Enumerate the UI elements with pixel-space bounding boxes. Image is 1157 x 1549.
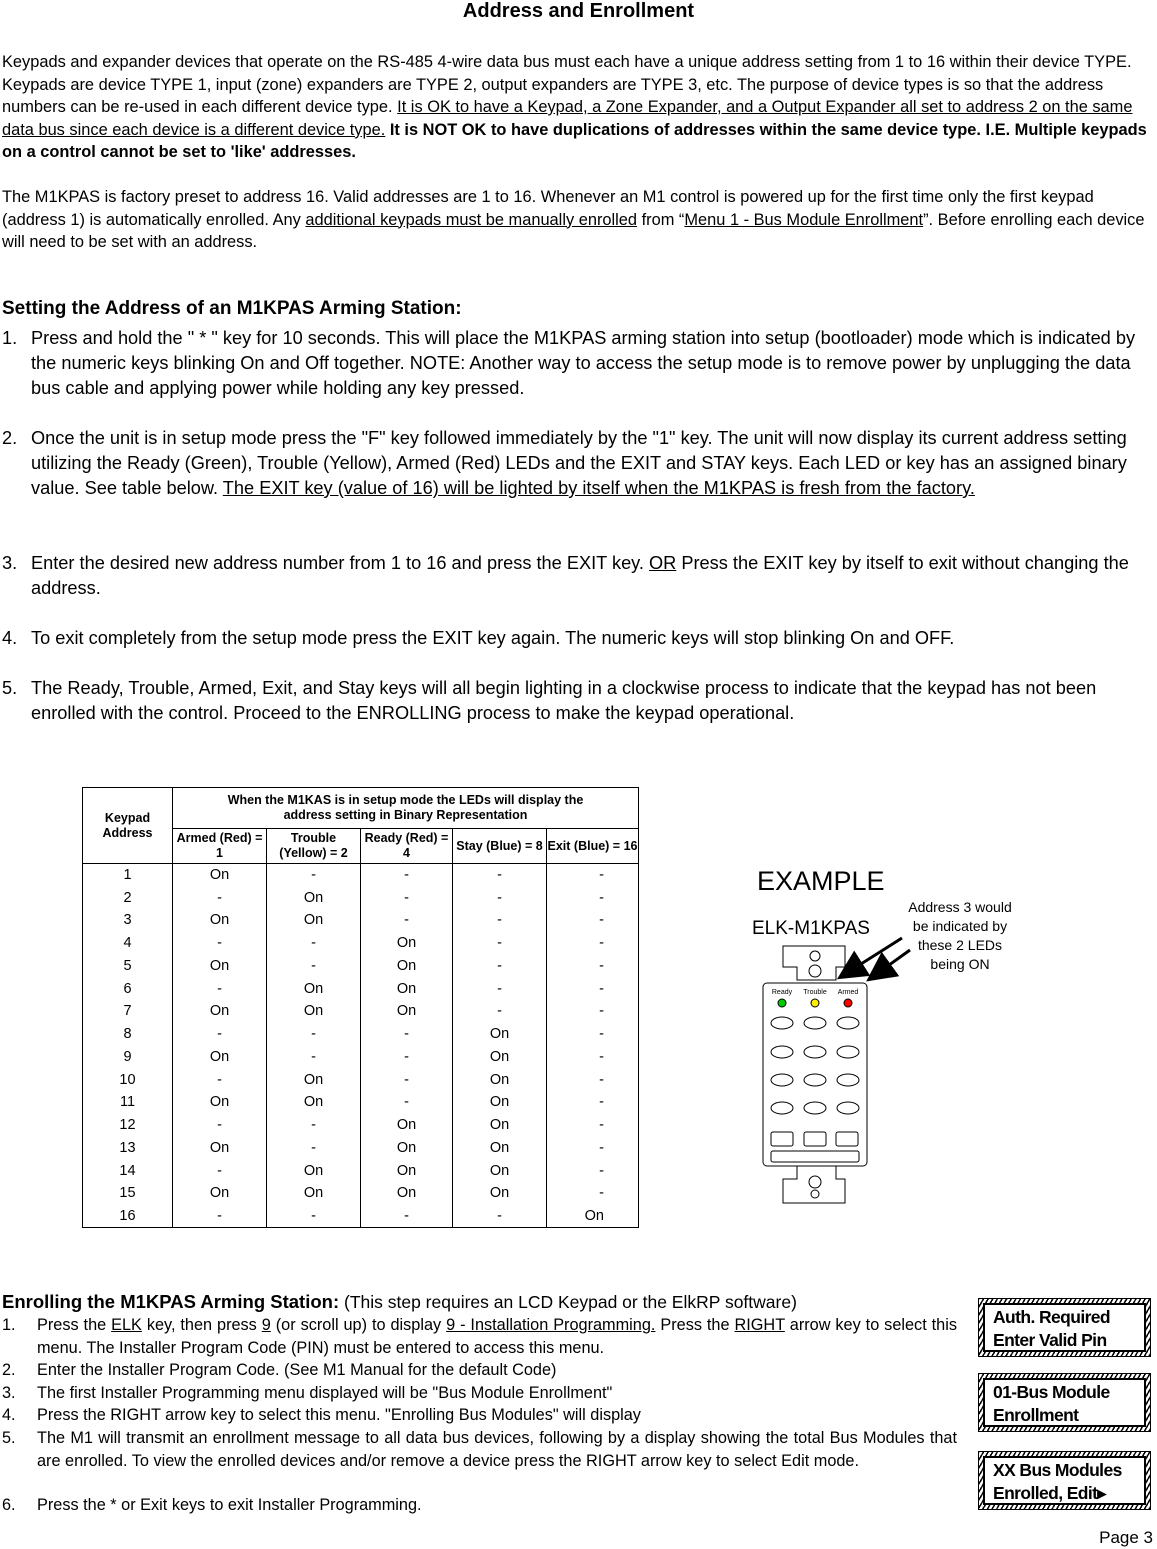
address-cell: 2 [83, 886, 173, 909]
setting-address-heading: Setting the Address of an M1KPAS Arming Station: [2, 298, 462, 319]
table-row [83, 1182, 639, 1205]
led-label-ready: Ready [771, 989, 793, 996]
intro-paragraph [2, 51, 1152, 164]
table-row [83, 932, 639, 955]
enroll-subheading: (This step requires an LCD Keypad or the ElkRP software) [339, 1292, 797, 1312]
step-number: 2. [2, 1361, 16, 1379]
led-state-cell: On [173, 1091, 267, 1114]
led-state-cell: - [173, 886, 267, 909]
led-state-cell: On [267, 1091, 361, 1114]
led-state-cell: - [267, 1137, 361, 1160]
setting-step [2, 426, 1157, 501]
led-state-cell: On [173, 864, 267, 887]
led-state-cell: On [453, 1137, 547, 1160]
step-number: 4. [2, 628, 18, 648]
lcd-screen [978, 1451, 1151, 1510]
led-state-cell: - [173, 977, 267, 1000]
led-state-cell: - [267, 1114, 361, 1137]
led-state-cell: - [547, 864, 639, 887]
step-number: 1. [2, 328, 18, 348]
lcd-line: Enrollment [993, 1405, 1079, 1425]
text-segment: (or scroll up) to display [270, 1316, 447, 1334]
text-segment: The M1KPAS is factory preset to address 16. Valid addresses are 1 to 16. Whenever an M1 control is powered up for the first time only the first keypad (address 1) is automatically enrolled. Any [2, 188, 1094, 229]
led-state-cell: - [173, 1159, 267, 1182]
table-row [83, 1000, 639, 1023]
led-state-cell: On [453, 1114, 547, 1137]
led-state-cell: - [547, 1159, 639, 1182]
led-state-cell: - [267, 864, 361, 887]
led-state-cell: On [173, 1182, 267, 1205]
lcd-line: Enter Valid Pin [993, 1330, 1107, 1350]
table-row [83, 909, 639, 932]
table-row [83, 1068, 639, 1091]
table-row [83, 1114, 639, 1137]
text-segment: Keypads and expander devices that operate on the RS-485 4-wire data bus must each have a unique address setting from 1 to 16 within their device TYPE. Keypads are device TYPE 1, input (zone) expanders are TYPE 2, output expanders are TYPE 3, etc. The purpose of device types is so that the address numbers can be re-used in each different device type. [2, 53, 1132, 116]
led-state-cell: - [267, 932, 361, 955]
led-state-cell: - [453, 886, 547, 909]
table-row [83, 1205, 639, 1228]
text-segment: The EXIT key (value of 16) will be lighted by itself when the M1KPAS is fresh from the factory. [222, 478, 975, 498]
setting-step [2, 676, 1157, 726]
step-number: 6. [2, 1496, 16, 1514]
table-row [83, 955, 639, 978]
address-cell: 9 [83, 1046, 173, 1069]
led-state-cell: On [267, 977, 361, 1000]
led-state-cell: On [547, 1205, 639, 1228]
led-state-cell: - [547, 1023, 639, 1046]
led-label-trouble: Trouble [803, 989, 827, 996]
led-state-cell: On [361, 1137, 453, 1160]
text-segment: ELK [111, 1316, 142, 1334]
step-number: 2. [2, 428, 18, 448]
lcd-screen [978, 1373, 1151, 1432]
step-number: 3. [2, 1384, 16, 1402]
led-state-cell: - [547, 955, 639, 978]
binary-address-table [82, 787, 639, 1228]
table-row [83, 886, 639, 909]
step-number: 4. [2, 1406, 16, 1424]
text-segment: 9 - Installation Programming. [446, 1316, 656, 1334]
led-state-cell: On [173, 1137, 267, 1160]
text-segment: The Ready, Trouble, Armed, Exit, and Stay keys will all begin lighting in a clockwise process to indicate that the keypad has not been enrolled with the control. Proceed to the ENROLLING process to make the keypad operational. [31, 678, 1097, 723]
led-state-cell: - [547, 1046, 639, 1069]
address-cell: 7 [83, 1000, 173, 1023]
text-segment: OR [649, 553, 677, 573]
led-state-cell: On [267, 909, 361, 932]
address-cell: 5 [83, 955, 173, 978]
step-number: 5. [2, 1429, 16, 1447]
address-cell: 11 [83, 1091, 173, 1114]
text-segment: Enter the Installer Program Code. (See M1 Manual for the default Code) [37, 1361, 557, 1379]
led-state-cell: On [453, 1182, 547, 1205]
example-note: Address 3 would be indicated by these 2 LEDs being ON [908, 899, 1012, 972]
led-state-cell: - [547, 1091, 639, 1114]
text-segment: The M1 will transmit an enrollment message to all data bus devices, following by a display showing the total Bus Modules that are enrolled. To view the enrolled devices and/or remove a device press the RIGHT arrow key to select Edit mode. [37, 1429, 957, 1470]
text-segment: from “ [637, 210, 685, 229]
led-state-cell: On [361, 977, 453, 1000]
address-cell: 10 [83, 1068, 173, 1091]
lcd-line: XX Bus Modules [993, 1460, 1122, 1480]
led-state-cell: - [361, 1023, 453, 1046]
led-state-cell: On [453, 1023, 547, 1046]
factory-preset-paragraph [2, 186, 1152, 254]
led-state-cell: - [453, 1205, 547, 1228]
text-segment: Press the [37, 1316, 112, 1334]
address-cell: 8 [83, 1023, 173, 1046]
enroll-step [2, 1359, 957, 1382]
led-state-cell: - [547, 932, 639, 955]
enroll-step [2, 1382, 957, 1405]
enroll-step [2, 1427, 957, 1472]
lcd-line: Auth. Required [993, 1307, 1111, 1327]
lcd-screen [978, 1298, 1151, 1357]
led-state-cell: On [267, 1159, 361, 1182]
led-state-cell: - [267, 1046, 361, 1069]
text-segment: ”. Before enrolling each device will need to be set with an address. [2, 210, 1145, 251]
text-segment: To exit completely from the setup mode press the EXIT key again. The numeric keys will stop blinking On and OFF. [31, 628, 955, 648]
led-state-cell: On [173, 955, 267, 978]
led-state-cell: On [173, 909, 267, 932]
table-row [83, 1091, 639, 1114]
led-state-cell: - [547, 909, 639, 932]
text-segment: Menu 1 - Bus Module Enrollment [684, 210, 924, 229]
address-cell: 16 [83, 1205, 173, 1228]
page-number: Page 3 [1099, 1528, 1153, 1547]
led-state-cell: - [361, 909, 453, 932]
address-cell: 3 [83, 909, 173, 932]
armed-led-icon [844, 999, 852, 1007]
led-state-cell: On [361, 1182, 453, 1205]
text-segment: The first Installer Programming menu displayed will be "Bus Module Enrollment" [37, 1384, 613, 1402]
led-state-cell: - [173, 1068, 267, 1091]
text-segment: Press the RIGHT arrow key to select this menu. "Enrolling Bus Modules" will display [37, 1406, 641, 1424]
page-title: Address and Enrollment [462, 0, 695, 22]
led-state-cell: On [361, 955, 453, 978]
text-segment: 9 [261, 1316, 271, 1334]
trouble-led-icon [811, 999, 819, 1007]
setting-step [2, 551, 1157, 601]
ready-led-icon [778, 999, 786, 1007]
led-state-cell: - [547, 1182, 639, 1205]
text-segment: RIGHT [734, 1316, 785, 1334]
text-segment: Press the [655, 1316, 735, 1334]
led-state-cell: - [173, 1023, 267, 1046]
led-state-cell: On [267, 886, 361, 909]
arrow-icon [842, 938, 902, 976]
enroll-step [2, 1314, 957, 1359]
led-state-cell: - [547, 977, 639, 1000]
step-number: 3. [2, 553, 18, 573]
led-state-cell: - [267, 1023, 361, 1046]
table-row [83, 1159, 639, 1182]
led-state-cell: - [453, 909, 547, 932]
led-state-cell: - [173, 1114, 267, 1137]
column-header: Exit (Blue) = 16 [547, 829, 639, 864]
table-row [83, 1046, 639, 1069]
text-segment: key, then press [141, 1316, 262, 1334]
address-cell: 1 [83, 864, 173, 887]
address-cell: 12 [83, 1114, 173, 1137]
led-state-cell: - [173, 932, 267, 955]
led-state-cell: - [547, 886, 639, 909]
led-state-cell: - [453, 864, 547, 887]
led-state-cell: - [361, 1046, 453, 1069]
table-row [83, 1023, 639, 1046]
led-state-cell: - [453, 1000, 547, 1023]
lcd-line: Enrolled, Edit▸ [993, 1483, 1106, 1503]
enrolling-heading [2, 1291, 797, 1313]
column-header: Stay (Blue) = 8 [453, 829, 547, 864]
led-state-cell: On [453, 1159, 547, 1182]
address-cell: 14 [83, 1159, 173, 1182]
table-row [83, 977, 639, 1000]
led-state-cell: - [547, 1000, 639, 1023]
led-state-cell: On [173, 1046, 267, 1069]
led-state-cell: On [267, 1182, 361, 1205]
address-cell: 6 [83, 977, 173, 1000]
text-segment: Press the EXIT key by itself to exit without changing the address. [31, 553, 1129, 598]
enroll-step [2, 1494, 957, 1517]
lcd-line: 01-Bus Module [993, 1382, 1110, 1402]
text-segment: arrow key to select this menu. The Installer Program Code (PIN) must be entered to access this menu. [37, 1316, 957, 1357]
keypad-address-header: Keypad Address [83, 788, 173, 864]
column-header: Ready (Red) = 4 [361, 829, 453, 864]
address-cell: 4 [83, 932, 173, 955]
text-segment: Enter the desired new address number from 1 to 16 and press the EXIT key. [31, 553, 650, 573]
led-state-cell: - [361, 886, 453, 909]
led-state-cell: - [547, 1114, 639, 1137]
led-state-cell: - [547, 1068, 639, 1091]
table-row [83, 864, 639, 887]
setting-step [2, 626, 1157, 651]
step-number: 5. [2, 678, 18, 698]
column-header: Trouble (Yellow) = 2 [267, 829, 361, 864]
led-state-cell: - [547, 1137, 639, 1160]
led-state-cell: On [453, 1091, 547, 1114]
example-title: EXAMPLE [757, 866, 885, 896]
text-segment: It is NOT OK to have duplications of addresses within the same device type. I.E. Multiple keypads on a control cannot be set to 'like' addresses. [2, 120, 1147, 161]
led-state-cell: On [361, 1159, 453, 1182]
led-state-cell: - [453, 932, 547, 955]
led-state-cell: On [453, 1068, 547, 1091]
led-state-cell: On [361, 1000, 453, 1023]
text-segment: Once the unit is in setup mode press the "F" key followed immediately by the "1" key. The unit will now display its current address setting utilizing the Ready (Green), Trouble (Yellow), Armed (Red) LEDs and the EXIT and STAY keys. Each LED or key has an assigned binary value. See table below. [31, 428, 1127, 498]
led-state-cell: On [267, 1000, 361, 1023]
led-state-cell: On [453, 1046, 547, 1069]
address-cell: 15 [83, 1182, 173, 1205]
led-group-header: When the M1KAS is in setup mode the LEDs will display the address setting in Binary Representation [173, 788, 639, 829]
led-state-cell: - [173, 1205, 267, 1228]
address-cell: 13 [83, 1137, 173, 1160]
text-segment: It is OK to have a Keypad, a Zone Expander, and a Output Expander all set to address 2 on the same data bus since each device is a different device type. [2, 98, 1133, 139]
table-row [83, 1137, 639, 1160]
led-state-cell: On [267, 1068, 361, 1091]
text-segment: additional keypads must be manually enrolled [305, 210, 638, 229]
enroll-step [2, 1404, 957, 1427]
text-segment: Press the * or Exit keys to exit Installer Programming. [37, 1496, 422, 1514]
led-state-cell: - [361, 1091, 453, 1114]
text-segment: Press and hold the " * " key for 10 seconds. This will place the M1KPAS arming station into setup (bootloader) mode which is indicated by the numeric keys blinking On and Off together. NOTE: Another way to access the setup mode is to remove power by unplugging the data bus cable and applying power while holding any key pressed. [31, 328, 1136, 398]
led-state-cell: - [453, 977, 547, 1000]
led-state-cell: - [267, 1205, 361, 1228]
example-model: ELK-M1KPAS [752, 918, 870, 939]
column-header: Armed (Red) = 1 [173, 829, 267, 864]
led-state-cell: On [361, 1114, 453, 1137]
led-state-cell: - [453, 955, 547, 978]
led-state-cell: - [267, 955, 361, 978]
setting-step [2, 326, 1157, 401]
step-number: 1. [2, 1316, 16, 1334]
enroll-heading-text: Enrolling the M1KPAS Arming Station: [2, 1291, 340, 1312]
led-state-cell: - [361, 1068, 453, 1091]
keypad-diagram [740, 860, 1040, 1210]
led-state-cell: - [361, 864, 453, 887]
led-label-armed: Armed [837, 989, 859, 996]
led-state-cell: On [173, 1000, 267, 1023]
led-state-cell: - [361, 1205, 453, 1228]
led-state-cell: On [361, 932, 453, 955]
